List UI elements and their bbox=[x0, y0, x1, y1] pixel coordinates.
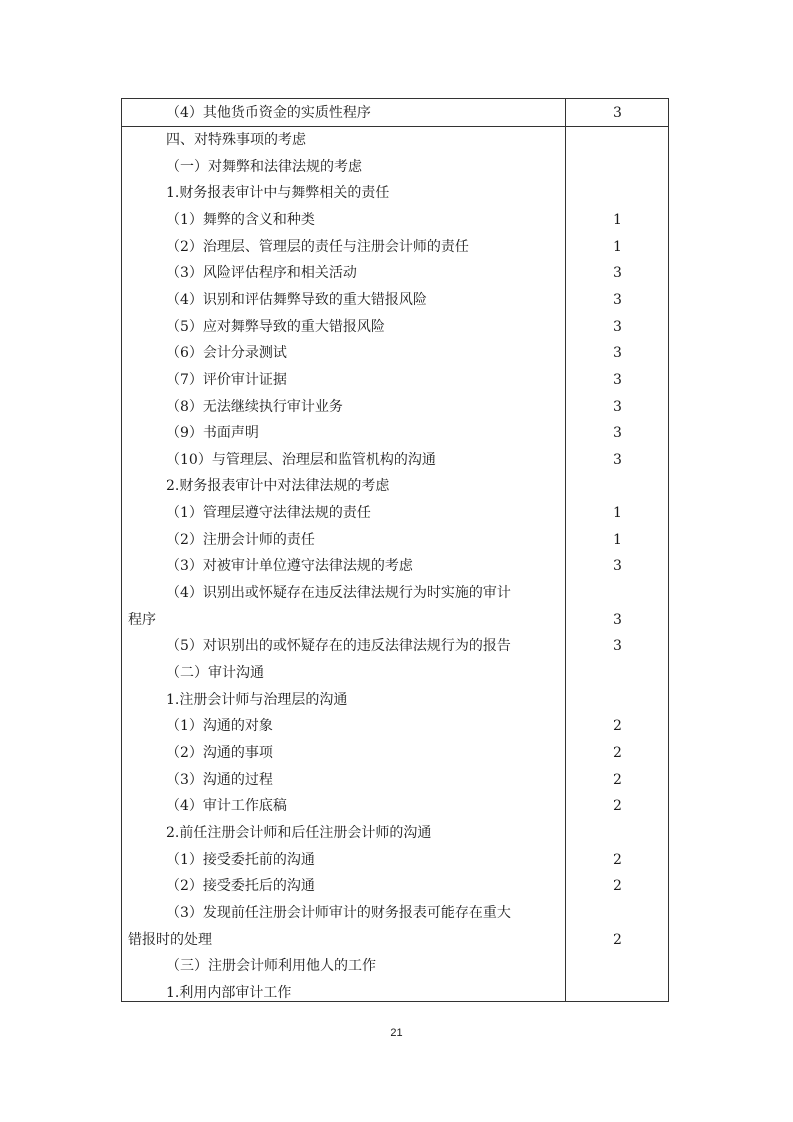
item-score: 3 bbox=[613, 371, 622, 388]
item-text: 错报时的处理 bbox=[128, 931, 212, 948]
item-score: 3 bbox=[613, 345, 622, 362]
item-text: （3）风险评估程序和相关活动 bbox=[166, 265, 357, 282]
item-score: 3 bbox=[613, 398, 622, 415]
item-score: 3 bbox=[613, 638, 622, 655]
item-text: （5）对识别出的或怀疑存在的违反法律法规行为的报告 bbox=[166, 638, 511, 655]
item-text: （1）沟通的对象 bbox=[166, 718, 273, 735]
item-text: 2.前任注册会计师和后任注册会计师的沟通 bbox=[166, 824, 432, 841]
item-text: （3）发现前任注册会计师审计的财务报表可能存在重大 bbox=[166, 904, 511, 921]
table-row bbox=[122, 180, 670, 206]
table-row bbox=[122, 980, 670, 1006]
page-number: 21 bbox=[390, 1027, 403, 1039]
table-row bbox=[122, 953, 670, 979]
item-score: 2 bbox=[613, 851, 622, 868]
table-row bbox=[122, 473, 670, 499]
item-text: （三）注册会计师利用他人的工作 bbox=[166, 958, 376, 975]
item-score: 3 bbox=[613, 318, 622, 335]
item-score: 3 bbox=[613, 425, 622, 442]
item-score: 1 bbox=[613, 211, 622, 228]
table-row bbox=[122, 207, 670, 233]
item-score: 2 bbox=[613, 744, 622, 761]
item-text: （4）识别和评估舞弊导致的重大错报风险 bbox=[166, 291, 427, 308]
item-score: 3 bbox=[613, 451, 622, 468]
item-score: 1 bbox=[613, 531, 622, 548]
item-score: 3 bbox=[613, 105, 622, 121]
table-row bbox=[122, 420, 670, 446]
table-row bbox=[122, 607, 670, 633]
table-row bbox=[122, 154, 670, 180]
item-text: （8）无法继续执行审计业务 bbox=[166, 398, 343, 415]
item-text: （6）会计分录测试 bbox=[166, 345, 287, 362]
item-text: （4）其他货币资金的实质性程序 bbox=[166, 105, 371, 121]
item-text: （2）注册会计师的责任 bbox=[166, 531, 315, 548]
item-text: 2.财务报表审计中对法律法规的考虑 bbox=[166, 478, 390, 495]
table-row bbox=[122, 687, 670, 713]
item-text: （7）评价审计证据 bbox=[166, 371, 287, 388]
table-row bbox=[122, 767, 670, 793]
table-row bbox=[122, 100, 670, 126]
table-row bbox=[122, 553, 670, 579]
item-text: （一）对舞弊和法律法规的考虑 bbox=[166, 158, 362, 175]
syllabus-table bbox=[121, 98, 669, 1002]
item-score: 1 bbox=[613, 505, 622, 522]
table-row bbox=[122, 314, 670, 340]
table-row bbox=[122, 260, 670, 286]
table-row bbox=[122, 713, 670, 739]
table-row bbox=[122, 847, 670, 873]
table-row bbox=[122, 873, 670, 899]
item-text: 1.注册会计师与治理层的沟通 bbox=[166, 691, 348, 708]
item-score: 2 bbox=[613, 798, 622, 815]
item-text: （10）与管理层、治理层和监管机构的沟通 bbox=[166, 451, 436, 468]
item-text: 程序 bbox=[128, 611, 156, 628]
item-text: （2）沟通的事项 bbox=[166, 744, 273, 761]
item-text: （4）识别出或怀疑存在违反法律法规行为时实施的审计 bbox=[166, 585, 511, 602]
table-row bbox=[122, 820, 670, 846]
item-text: （4）审计工作底稿 bbox=[166, 798, 287, 815]
item-text: （9）书面声明 bbox=[166, 425, 259, 442]
table-row bbox=[122, 234, 670, 260]
table-row bbox=[122, 927, 670, 953]
item-score: 2 bbox=[613, 771, 622, 788]
item-text: （1）接受委托前的沟通 bbox=[166, 851, 315, 868]
table-row bbox=[122, 287, 670, 313]
table-row bbox=[122, 740, 670, 766]
item-text: 1.财务报表审计中与舞弊相关的责任 bbox=[166, 185, 390, 202]
item-text: （2）接受委托后的沟通 bbox=[166, 878, 315, 895]
item-text: （2）治理层、管理层的责任与注册会计师的责任 bbox=[166, 238, 469, 255]
item-text: 1.利用内部审计工作 bbox=[166, 984, 292, 1001]
table-row bbox=[122, 527, 670, 553]
table-row bbox=[122, 500, 670, 526]
table-row bbox=[122, 660, 670, 686]
item-text: （1）舞弊的含义和种类 bbox=[166, 211, 315, 228]
table-row bbox=[122, 367, 670, 393]
item-score: 3 bbox=[613, 291, 622, 308]
item-text: （3）对被审计单位遵守法律法规的考虑 bbox=[166, 558, 413, 575]
item-score: 2 bbox=[613, 931, 622, 948]
item-score: 3 bbox=[613, 558, 622, 575]
table-row bbox=[122, 580, 670, 606]
item-score: 2 bbox=[613, 718, 622, 735]
item-text: （1）管理层遵守法律法规的责任 bbox=[166, 505, 371, 522]
item-score: 3 bbox=[613, 611, 622, 628]
item-text: （二）审计沟通 bbox=[166, 665, 264, 681]
item-text: 四、对特殊事项的考虑 bbox=[166, 132, 306, 148]
table-row bbox=[122, 340, 670, 366]
table-row bbox=[122, 633, 670, 659]
item-score: 3 bbox=[613, 265, 622, 282]
table-row bbox=[122, 447, 670, 473]
table-row bbox=[122, 900, 670, 926]
item-score: 1 bbox=[613, 238, 622, 255]
item-score: 2 bbox=[613, 878, 622, 895]
item-text: （5）应对舞弊导致的重大错报风险 bbox=[166, 318, 385, 335]
item-text: （3）沟通的过程 bbox=[166, 771, 273, 788]
table-row bbox=[122, 394, 670, 420]
table-row bbox=[122, 793, 670, 819]
table-row bbox=[122, 127, 670, 153]
